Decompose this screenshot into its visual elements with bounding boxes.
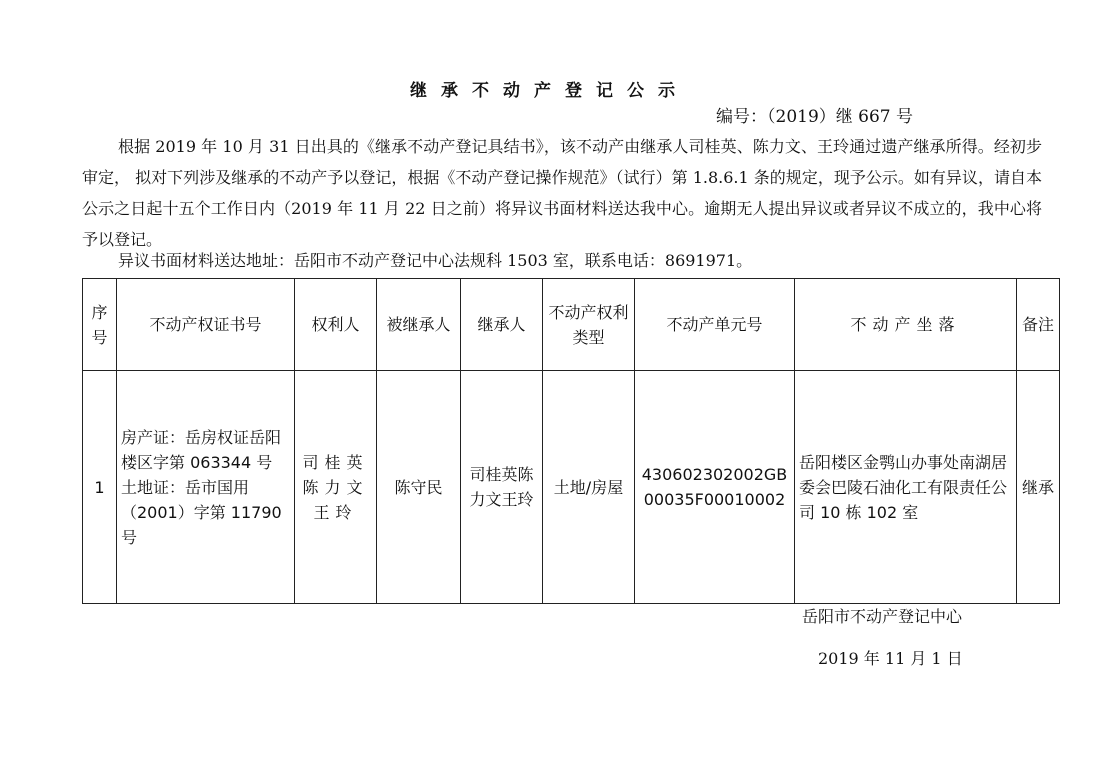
header-right-type: 不动产权利类型 xyxy=(543,279,635,371)
header-location: 不动产坐落 xyxy=(795,279,1017,371)
header-heirs: 继承人 xyxy=(461,279,543,371)
cell-remarks: 继承 xyxy=(1017,371,1060,604)
cert-land: 土地证：岳市国用（2001）字第 11790 号 xyxy=(121,477,282,547)
cell-right-type: 土地/房屋 xyxy=(543,371,635,604)
header-cert-no: 不动产权证书号 xyxy=(117,279,295,371)
document-number: 编号：（2019）继 667 号 xyxy=(716,107,914,127)
issue-date: 2019 年 11 月 1 日 xyxy=(818,649,963,668)
issuing-organization: 岳阳市不动产登记中心 xyxy=(802,607,963,626)
header-owner: 权利人 xyxy=(295,279,377,371)
announcement-paragraph: 根据 2019 年 10 月 31 日出具的《继承不动产登记具结书》，该不动产由继承人司桂英、陈力文、王玲通过遗产继承所得。经初步审定， 拟对下列涉及继承的不动产予以登记，根据《不动产登记操作规范》（试行）第 1.8.6.1 条的规定，现予公示。如有异议，请自本公示之日起十五个工作日内（2019 年 11 月 22 日之前）将异议书面材料送达我中心。逾期无人提出异议或者异议不成立的，我中心将予以登记。 xyxy=(82,137,1042,249)
table-header-row xyxy=(83,279,1060,371)
cert-house: 房产证：岳房权证岳阳楼区字第 063344 号 xyxy=(121,427,282,472)
page-title: 继承不动产登记公示 xyxy=(410,81,689,101)
registration-table xyxy=(82,278,1060,604)
objection-address: 异议书面材料送达地址：岳阳市不动产登记中心法规科 1503 室，联系电话：8691971。 xyxy=(118,251,753,270)
header-seq: 序号 xyxy=(83,279,117,371)
cell-unit-no: 430602302002GB00035F00010002 xyxy=(635,371,795,604)
header-remarks: 备注 xyxy=(1017,279,1060,371)
header-deceased: 被继承人 xyxy=(377,279,461,371)
cell-deceased: 陈守民 xyxy=(377,371,461,604)
header-unit-no: 不动产单元号 xyxy=(635,279,795,371)
cell-seq: 1 xyxy=(83,371,117,604)
cell-cert-no xyxy=(117,371,295,604)
cell-location: 岳阳楼区金鹗山办事处南湖居委会巴陵石油化工有限责任公司 10 栋 102 室 xyxy=(795,371,1017,604)
table-row xyxy=(83,371,1060,604)
cell-heirs: 司桂英陈力文王玲 xyxy=(461,371,543,604)
cell-owner: 司桂英陈力文王玲 xyxy=(295,371,377,604)
